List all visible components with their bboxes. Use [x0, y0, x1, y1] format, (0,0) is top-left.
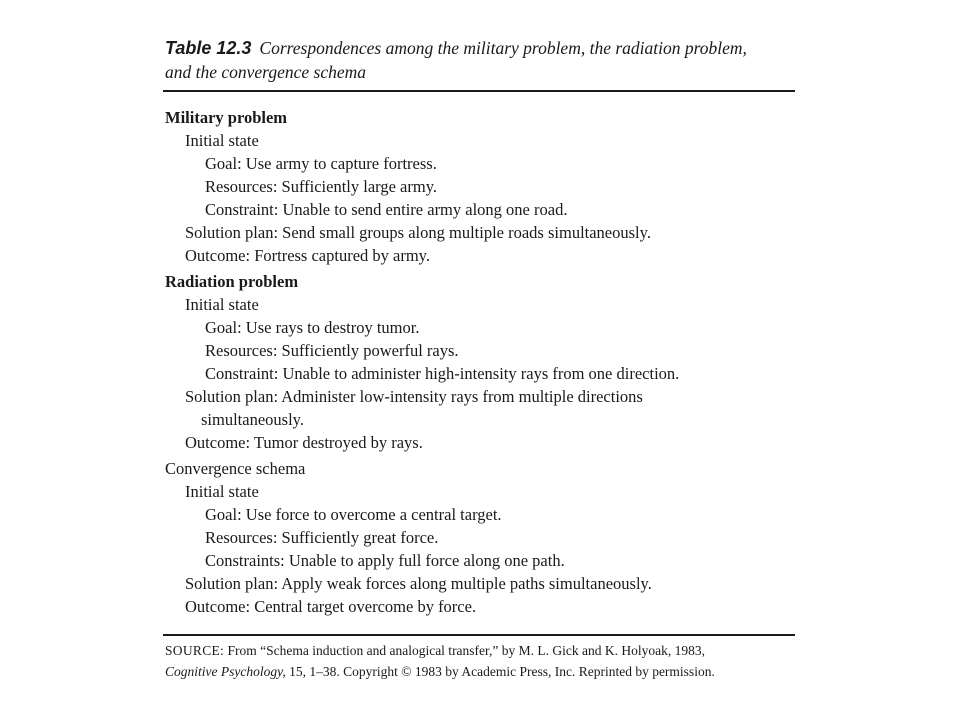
- solution-plan-line: Solution plan: Apply weak forces along multiple paths simultaneously.: [185, 574, 652, 593]
- caption-line-1: [165, 36, 805, 60]
- goal-line: Goal: Use force to overcome a central target.: [205, 505, 502, 524]
- initial-state-label: Initial state: [185, 482, 259, 501]
- constraint-line: Constraint: Unable to send entire army along one road.: [205, 200, 568, 219]
- solution-plan-continuation: simultaneously.: [201, 410, 304, 429]
- initial-state-label: Initial state: [185, 295, 259, 314]
- outcome-line: Outcome: Central target overcome by force.: [185, 597, 477, 616]
- caption-text-1: Correspondences among the military problem, the radiation problem,: [259, 38, 747, 58]
- source-label: SOURCE:: [165, 643, 225, 658]
- constraint-line: Constraints: Unable to apply full force along one path.: [205, 551, 565, 570]
- table-body: [165, 106, 805, 621]
- goal-line: Goal: Use army to capture fortress.: [205, 154, 437, 173]
- source-journal: Cognitive Psychology,: [165, 664, 286, 679]
- section-title: Military problem: [165, 108, 288, 127]
- source-note: [165, 640, 805, 682]
- source-line-1: [165, 640, 805, 661]
- solution-plan-line: Solution plan: Send small groups along multiple roads simultaneously.: [185, 223, 651, 242]
- section-convergence: [165, 457, 805, 618]
- resources-line: Resources: Sufficiently great force.: [205, 528, 439, 547]
- section-military: [165, 106, 805, 267]
- goal-line: Goal: Use rays to destroy tumor.: [205, 318, 420, 337]
- table-number: Table 12.3: [165, 38, 252, 58]
- outcome-line: Outcome: Tumor destroyed by rays.: [185, 433, 423, 452]
- source-line-2: [165, 661, 805, 682]
- section-radiation: [165, 270, 805, 454]
- constraint-line: Constraint: Unable to administer high-intensity rays from one direction.: [205, 364, 680, 383]
- resources-line: Resources: Sufficiently large army.: [205, 177, 438, 196]
- outcome-line: Outcome: Fortress captured by army.: [185, 246, 430, 265]
- solution-plan-line: Solution plan: Administer low-intensity rays from multiple directions: [185, 387, 643, 406]
- source-copyright: 15, 1–38. Copyright © 1983 by Academic Press, Inc. Reprinted by permission.: [289, 664, 715, 679]
- table-caption: [165, 36, 805, 84]
- initial-state-label: Initial state: [185, 131, 259, 150]
- top-rule: [163, 90, 795, 92]
- source-citation: From “Schema induction and analogical transfer,” by M. L. Gick and K. Holyoak, 1983,: [227, 643, 705, 658]
- section-title: Radiation problem: [165, 272, 299, 291]
- resources-line: Resources: Sufficiently powerful rays.: [205, 341, 459, 360]
- bottom-rule: [163, 634, 795, 636]
- section-title: Convergence schema: [165, 459, 306, 478]
- caption-text-2: and the convergence schema: [165, 62, 367, 82]
